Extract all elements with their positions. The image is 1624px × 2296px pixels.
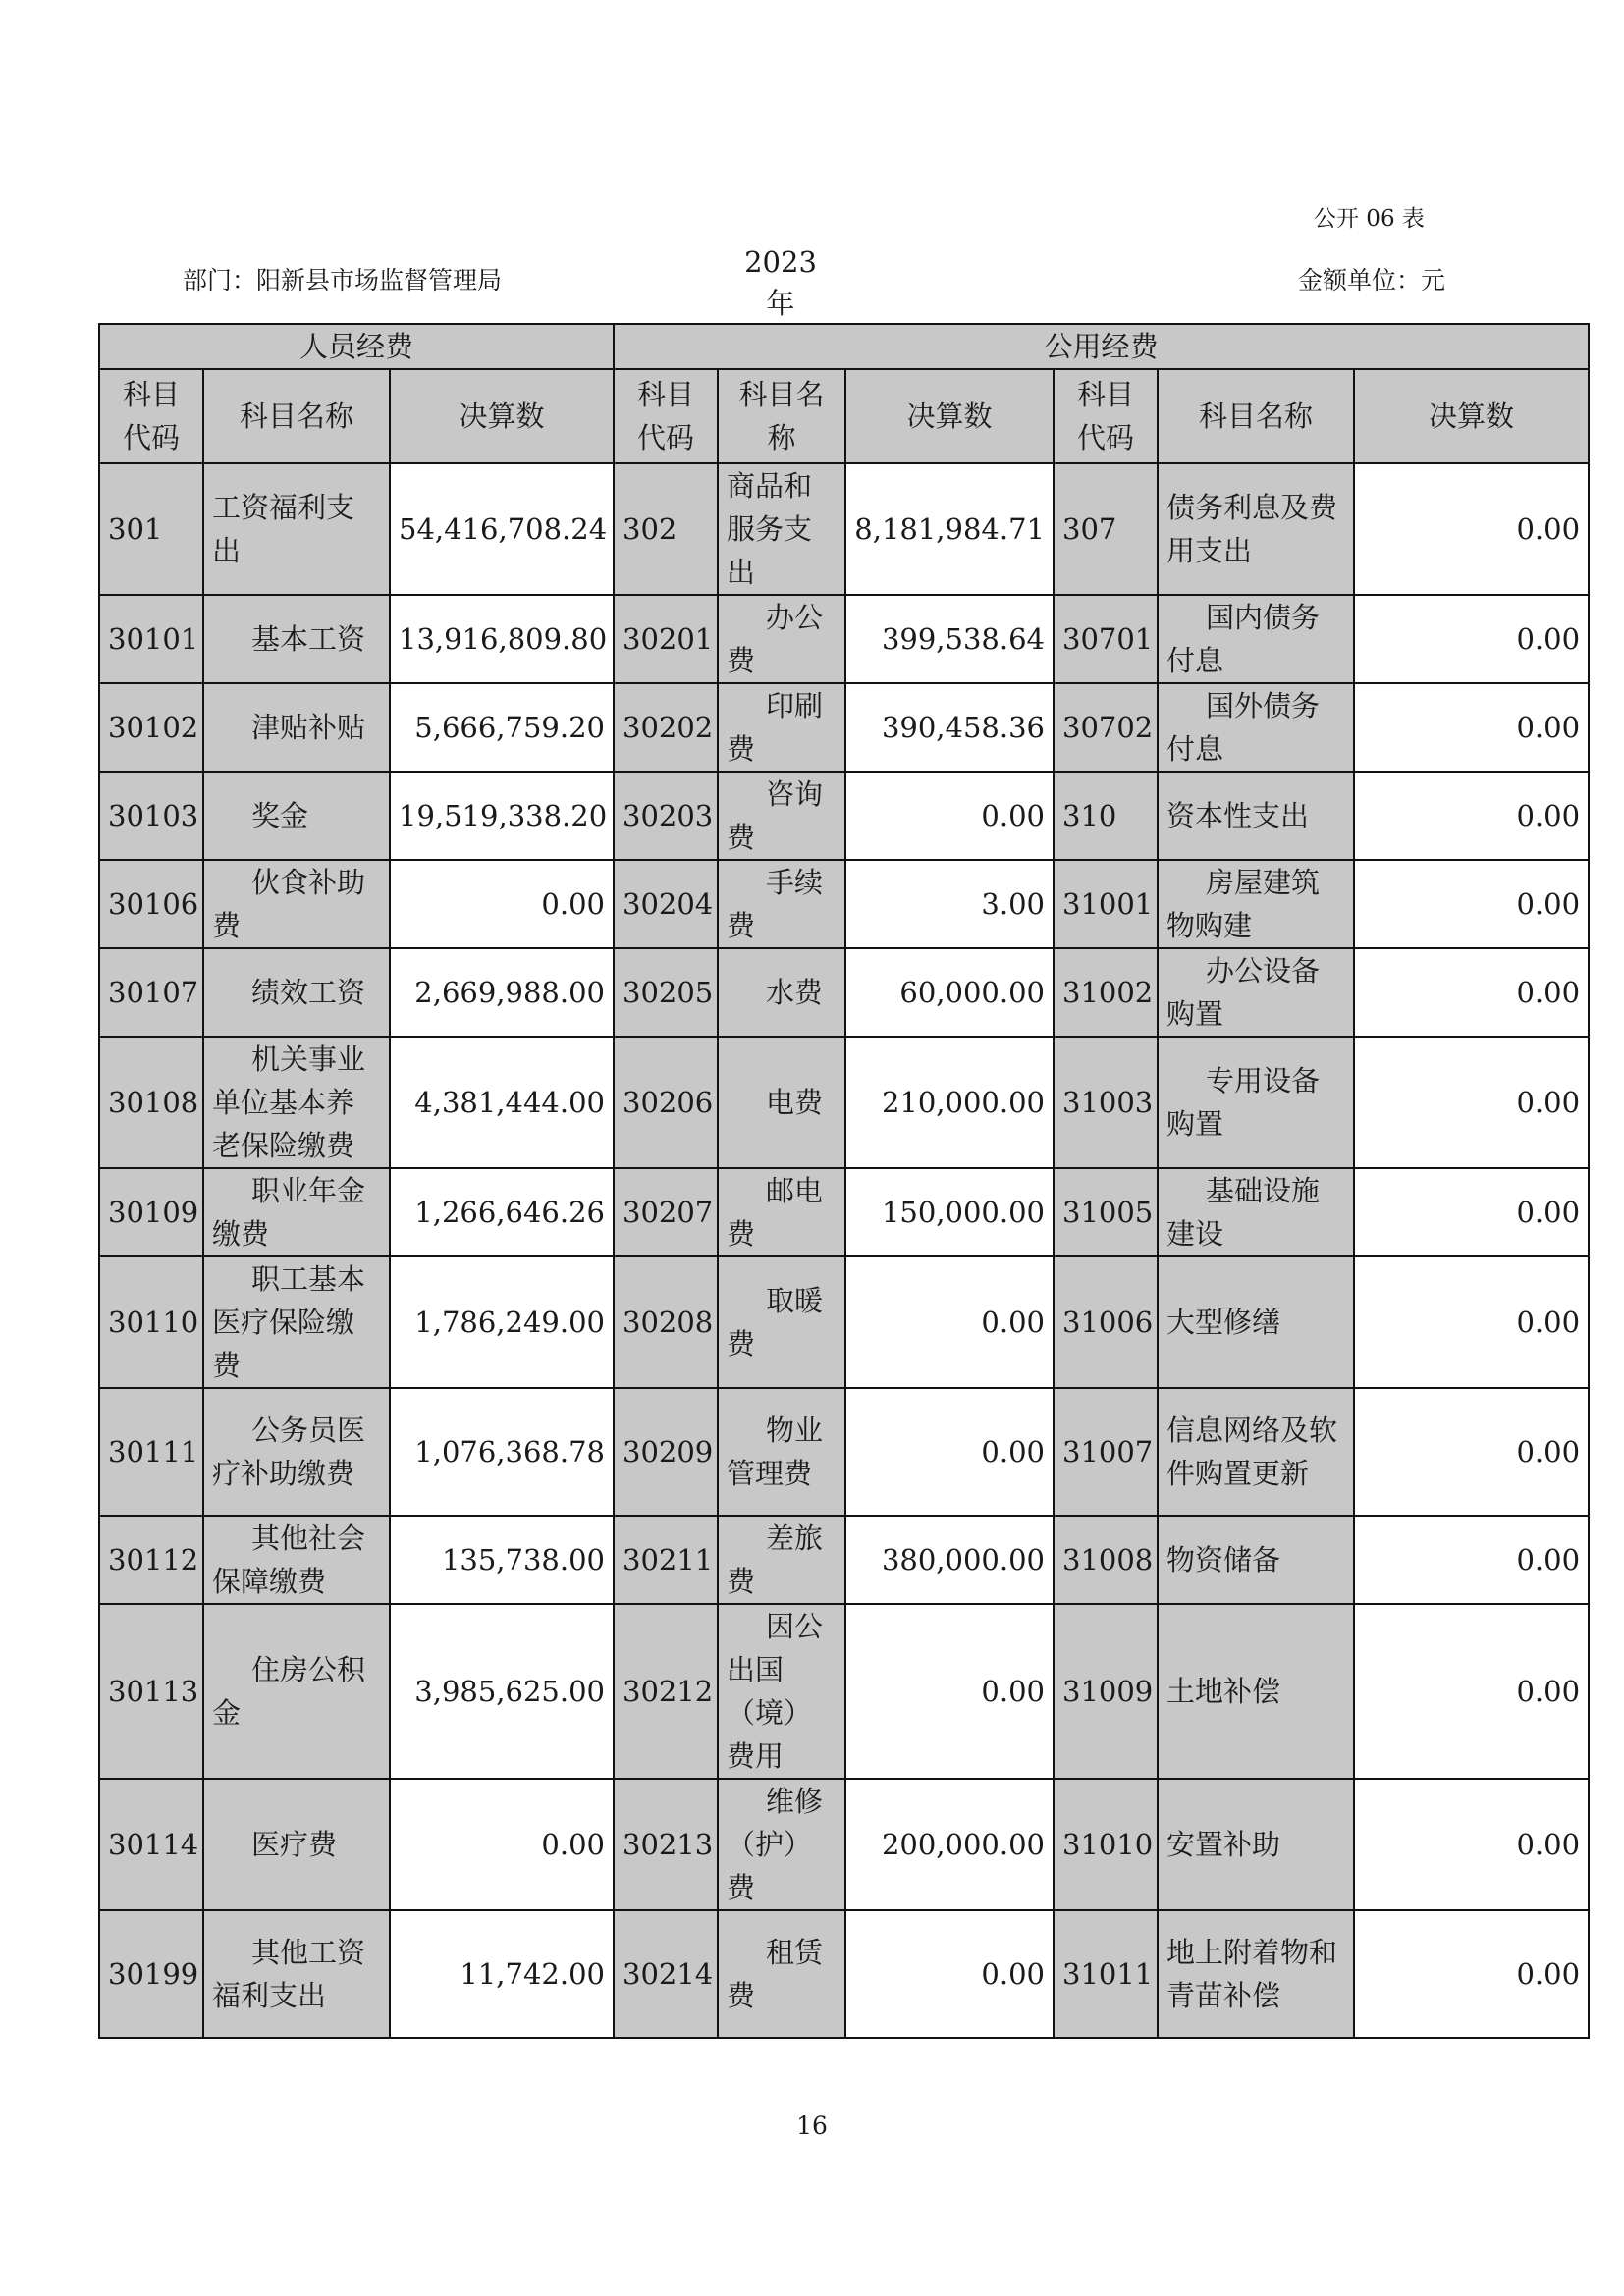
- amount: 0.00: [390, 1779, 614, 1910]
- subject-name: 物业管理费: [718, 1388, 845, 1516]
- subject-code: 30205: [614, 948, 718, 1037]
- col-header-name: 科目名称: [203, 369, 390, 463]
- subject-name: 专用设备购置: [1158, 1037, 1354, 1168]
- subject-name: 债务利息及费用支出: [1158, 463, 1354, 595]
- amount: 0.00: [1354, 772, 1589, 860]
- subject-name: 办公设备购置: [1158, 948, 1354, 1037]
- subject-name: 职工基本医疗保险缴费: [203, 1256, 390, 1388]
- col-header-code: 科目 代码: [99, 369, 203, 463]
- subject-name: 其他工资福利支出: [203, 1910, 390, 2038]
- amount: 135,738.00: [390, 1516, 614, 1604]
- subject-name: 取暖费: [718, 1256, 845, 1388]
- subject-code: 30101: [99, 595, 203, 683]
- subject-code: 30701: [1054, 595, 1158, 683]
- subject-code: 31007: [1054, 1388, 1158, 1516]
- subject-code: 30202: [614, 683, 718, 772]
- subject-name: 地上附着物和青苗补偿: [1158, 1910, 1354, 2038]
- col-header-amount: 决算数: [390, 369, 614, 463]
- amount: 3.00: [845, 860, 1054, 948]
- amount: 0.00: [1354, 463, 1589, 595]
- subject-code: 30103: [99, 772, 203, 860]
- amount: 8,181,984.71: [845, 463, 1054, 595]
- table-row: [99, 1516, 1589, 1604]
- subject-name: 职业年金缴费: [203, 1168, 390, 1256]
- subject-code: 30114: [99, 1779, 203, 1910]
- table-row: [99, 1168, 1589, 1256]
- table-row: [99, 595, 1589, 683]
- amount: 5,666,759.20: [390, 683, 614, 772]
- subject-code: 30207: [614, 1168, 718, 1256]
- subject-name: 奖金: [203, 772, 390, 860]
- amount: 0.00: [845, 1910, 1054, 2038]
- table-row: [99, 1388, 1589, 1516]
- subject-name: 办公费: [718, 595, 845, 683]
- col-header-name: 科目名 称: [718, 369, 845, 463]
- subject-code: 30112: [99, 1516, 203, 1604]
- amount: 0.00: [1354, 1256, 1589, 1388]
- amount: 11,742.00: [390, 1910, 614, 2038]
- amount: 0.00: [1354, 1388, 1589, 1516]
- subject-name: 工资福利支出: [203, 463, 390, 595]
- amount: 1,786,249.00: [390, 1256, 614, 1388]
- subject-name: 手续费: [718, 860, 845, 948]
- subject-code: 30211: [614, 1516, 718, 1604]
- subject-name: 绩效工资: [203, 948, 390, 1037]
- subject-code: 30702: [1054, 683, 1158, 772]
- subject-name: 土地补偿: [1158, 1604, 1354, 1779]
- table-row: [99, 1037, 1589, 1168]
- subject-code: 31001: [1054, 860, 1158, 948]
- subject-name: 大型修缮: [1158, 1256, 1354, 1388]
- page-number: 16: [796, 2111, 828, 2140]
- subject-code: 30110: [99, 1256, 203, 1388]
- subject-name: 机关事业单位基本养老保险缴费: [203, 1037, 390, 1168]
- subject-name: 租赁费: [718, 1910, 845, 2038]
- subject-code: 30203: [614, 772, 718, 860]
- subject-code: 31010: [1054, 1779, 1158, 1910]
- amount: 0.00: [1354, 1037, 1589, 1168]
- amount: 2,669,988.00: [390, 948, 614, 1037]
- col-header-code: 科目 代码: [614, 369, 718, 463]
- subject-name: 住房公积金: [203, 1604, 390, 1779]
- subject-code: 302: [614, 463, 718, 595]
- subject-code: 30109: [99, 1168, 203, 1256]
- amount: 13,916,809.80: [390, 595, 614, 683]
- amount: 390,458.36: [845, 683, 1054, 772]
- amount: 150,000.00: [845, 1168, 1054, 1256]
- amount: 60,000.00: [845, 948, 1054, 1037]
- subject-code: 30199: [99, 1910, 203, 2038]
- subject-code: 31006: [1054, 1256, 1158, 1388]
- amount: 399,538.64: [845, 595, 1054, 683]
- subject-name: 基础设施建设: [1158, 1168, 1354, 1256]
- subject-name: 信息网络及软件购置更新: [1158, 1388, 1354, 1516]
- amount: 4,381,444.00: [390, 1037, 614, 1168]
- subject-name: 安置补助: [1158, 1779, 1354, 1910]
- amount: 0.00: [845, 1388, 1054, 1516]
- subject-name: 基本工资: [203, 595, 390, 683]
- form-id: 公开 06 表: [1314, 206, 1425, 232]
- group-header-public: 公用经费: [614, 324, 1589, 369]
- amount: 3,985,625.00: [390, 1604, 614, 1779]
- subject-name: 差旅费: [718, 1516, 845, 1604]
- subject-code: 30208: [614, 1256, 718, 1388]
- subject-code: 30111: [99, 1388, 203, 1516]
- amount: 0.00: [1354, 948, 1589, 1037]
- subject-name: 因公出国（境）费用: [718, 1604, 845, 1779]
- table-row: [99, 948, 1589, 1037]
- amount: 0.00: [390, 860, 614, 948]
- subject-name: 伙食补助费: [203, 860, 390, 948]
- amount: 0.00: [1354, 1168, 1589, 1256]
- subject-code: 31011: [1054, 1910, 1158, 2038]
- subject-code: 310: [1054, 772, 1158, 860]
- subject-name: 房屋建筑物购建: [1158, 860, 1354, 948]
- amount: 0.00: [845, 772, 1054, 860]
- subject-code: 30213: [614, 1779, 718, 1910]
- subject-code: 30201: [614, 595, 718, 683]
- subject-name: 商品和服务支出: [718, 463, 845, 595]
- table-row: [99, 1910, 1589, 2038]
- subject-name: 物资储备: [1158, 1516, 1354, 1604]
- table-row: [99, 772, 1589, 860]
- subject-name: 资本性支出: [1158, 772, 1354, 860]
- col-header-amount: 决算数: [845, 369, 1054, 463]
- department-label: 部门：阳新县市场监督管理局: [183, 266, 503, 294]
- subject-name: 邮电费: [718, 1168, 845, 1256]
- expenditure-table: [98, 323, 1590, 2039]
- subject-code: 31005: [1054, 1168, 1158, 1256]
- amount: 0.00: [1354, 1910, 1589, 2038]
- subject-code: 307: [1054, 463, 1158, 595]
- amount: 19,519,338.20: [390, 772, 614, 860]
- subject-name: 津贴补贴: [203, 683, 390, 772]
- subject-name: 维修（护）费: [718, 1779, 845, 1910]
- table-row: [99, 1779, 1589, 1910]
- subject-code: 30106: [99, 860, 203, 948]
- subject-code: 31003: [1054, 1037, 1158, 1168]
- amount: 1,266,646.26: [390, 1168, 614, 1256]
- group-header-personnel: 人员经费: [99, 324, 614, 369]
- subject-code: 30108: [99, 1037, 203, 1168]
- subject-name: 印刷费: [718, 683, 845, 772]
- subject-name: 医疗费: [203, 1779, 390, 1910]
- table-row: [99, 463, 1589, 595]
- table-row: [99, 1604, 1589, 1779]
- amount: 0.00: [1354, 595, 1589, 683]
- amount: 0.00: [1354, 1779, 1589, 1910]
- table-row: [99, 683, 1589, 772]
- col-header-amount: 决算数: [1354, 369, 1589, 463]
- table-row: [99, 860, 1589, 948]
- amount: 0.00: [1354, 1604, 1589, 1779]
- amount: 0.00: [1354, 1516, 1589, 1604]
- subject-code: 301: [99, 463, 203, 595]
- amount: 1,076,368.78: [390, 1388, 614, 1516]
- subject-code: 30204: [614, 860, 718, 948]
- subject-code: 30209: [614, 1388, 718, 1516]
- col-header-name: 科目名称: [1158, 369, 1354, 463]
- subject-code: 31002: [1054, 948, 1158, 1037]
- subject-code: 30107: [99, 948, 203, 1037]
- amount: 0.00: [845, 1604, 1054, 1779]
- subject-name: 其他社会保障缴费: [203, 1516, 390, 1604]
- subject-name: 水费: [718, 948, 845, 1037]
- amount: 0.00: [1354, 860, 1589, 948]
- subject-name: 电费: [718, 1037, 845, 1168]
- subject-code: 31008: [1054, 1516, 1158, 1604]
- amount: 380,000.00: [845, 1516, 1054, 1604]
- subject-code: 30212: [614, 1604, 718, 1779]
- fiscal-year-line1: 2023 年: [744, 245, 817, 320]
- subject-code: 30113: [99, 1604, 203, 1779]
- subject-name: 咨询费: [718, 772, 845, 860]
- col-header-code: 科目 代码: [1054, 369, 1158, 463]
- subject-name: 国外债务付息: [1158, 683, 1354, 772]
- subject-code: 30102: [99, 683, 203, 772]
- amount: 200,000.00: [845, 1779, 1054, 1910]
- subject-code: 30214: [614, 1910, 718, 2038]
- subject-code: 31009: [1054, 1604, 1158, 1779]
- amount: 54,416,708.24: [390, 463, 614, 595]
- amount-unit: 金额单位：元: [1298, 266, 1446, 294]
- subject-code: 30206: [614, 1037, 718, 1168]
- table-row: [99, 1256, 1589, 1388]
- amount: 210,000.00: [845, 1037, 1054, 1168]
- amount: 0.00: [845, 1256, 1054, 1388]
- subject-name: 国内债务付息: [1158, 595, 1354, 683]
- amount: 0.00: [1354, 683, 1589, 772]
- subject-name: 公务员医疗补助缴费: [203, 1388, 390, 1516]
